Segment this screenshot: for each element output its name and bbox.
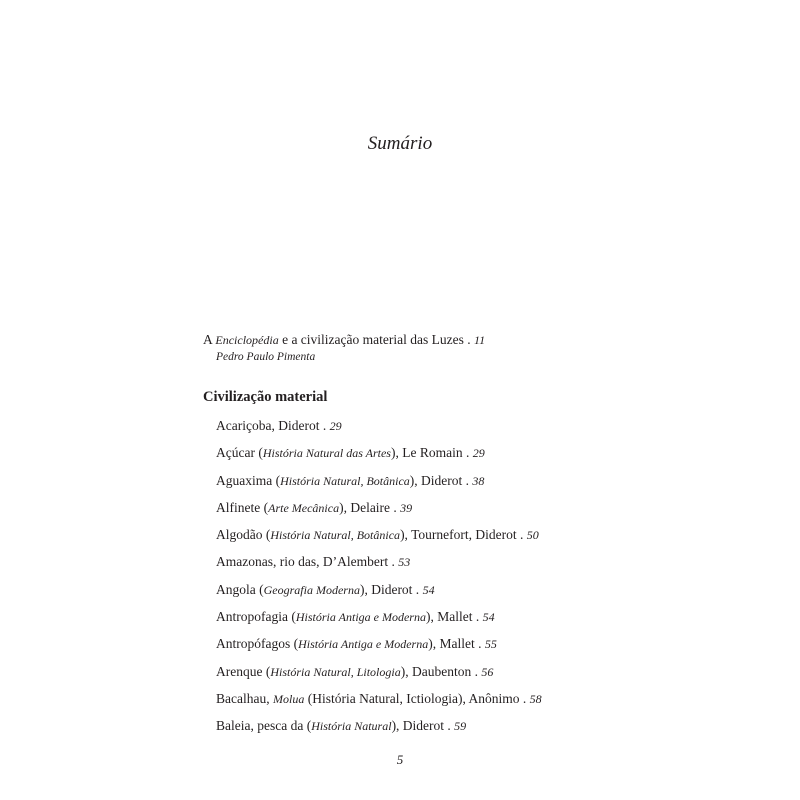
entry-text: Arenque (	[216, 663, 271, 679]
entry-page-number: 56	[481, 664, 494, 679]
entry-text-after: ), Le Romain .	[390, 445, 473, 461]
toc-entry	[216, 472, 542, 499]
toc-entry	[216, 663, 542, 690]
page-title: Sumário	[367, 133, 433, 154]
entry-italic: História Natural, Litologia	[270, 664, 401, 679]
entry-text: Algodão (	[216, 527, 271, 543]
intro-prefix: A	[203, 332, 216, 347]
entry-italic: Arte Mecânica	[268, 500, 340, 515]
entry-page-number: 54	[482, 610, 495, 625]
entry-page-number: 29	[329, 419, 342, 433]
entry-text-after: ), Delaire .	[339, 499, 401, 515]
entry-page-number: 58	[529, 691, 542, 706]
entry-text: Antropofagia (	[216, 609, 296, 625]
entry-italic: História Antiga e Moderna	[298, 637, 429, 652]
toc-entry	[216, 717, 542, 744]
entry-italic: História Natural, Botânica	[270, 528, 401, 543]
entry-page-number: 29	[472, 446, 485, 461]
toc-entry	[216, 499, 542, 526]
entry-text-after: ), Diderot .	[391, 718, 455, 734]
entry-text: Angola (	[216, 581, 264, 597]
entry-page-number: 55	[484, 637, 497, 652]
entry-page-number: 39	[400, 500, 413, 515]
entry-text: Amazonas, rio das, D’Alembert .	[216, 554, 399, 570]
entry-text-after: ), Mallet .	[428, 636, 485, 652]
toc-entry	[216, 635, 542, 662]
entry-text-after: ), Daubenton .	[400, 663, 482, 679]
entry-italic: Geografia Moderna	[263, 582, 360, 597]
intro-title-line	[203, 331, 485, 349]
entry-text-after: ), Diderot .	[409, 472, 473, 488]
toc-entry	[216, 526, 542, 553]
entry-text: Acariçoba, Diderot .	[216, 418, 330, 433]
entry-text: Aguaxima (	[216, 472, 281, 488]
entry-page-number: 50	[526, 528, 539, 543]
toc-entry-list	[216, 417, 542, 745]
intro-rest: e a civilização material das Luzes .	[278, 332, 474, 347]
entry-text-after: (História Natural, Ictiologia), Anônimo .	[304, 690, 530, 706]
intro-page-number: 11	[473, 333, 486, 347]
entry-page-number: 38	[472, 473, 485, 488]
entry-text-after: ), Diderot .	[359, 581, 423, 597]
toc-entry	[216, 444, 542, 471]
section-heading: Civilização material	[203, 389, 328, 405]
toc-entry	[216, 690, 542, 717]
intro-italic-title: Enciclopédia	[215, 333, 279, 347]
toc-entry	[216, 417, 542, 444]
toc-entry	[216, 608, 542, 635]
intro-author: Pedro Paulo Pimenta	[216, 351, 316, 363]
entry-italic: Molua	[272, 691, 305, 706]
entry-text-after: ), Mallet .	[425, 609, 483, 625]
entry-italic: História Antiga e Moderna	[295, 610, 426, 625]
entry-page-number: 59	[454, 719, 467, 734]
entry-page-number: 54	[422, 582, 435, 597]
entry-text: Bacalhau,	[216, 690, 273, 706]
intro-entry	[203, 331, 485, 365]
entry-page-number: 53	[398, 555, 411, 570]
entry-text: Açúcar (	[216, 445, 263, 461]
page-number: 5	[396, 752, 404, 767]
entry-text-after: ), Tournefort, Diderot .	[400, 527, 527, 543]
entry-text: Antropófagos (	[216, 636, 299, 652]
entry-italic: História Natural	[311, 719, 392, 734]
toc-entry	[216, 553, 542, 580]
entry-italic: História Natural, Botânica	[280, 473, 410, 488]
entry-italic: História Natural das Artes	[262, 446, 391, 461]
entry-text: Alfinete (	[216, 499, 269, 515]
toc-entry	[216, 581, 542, 608]
entry-text: Baleia, pesca da (	[216, 718, 312, 734]
